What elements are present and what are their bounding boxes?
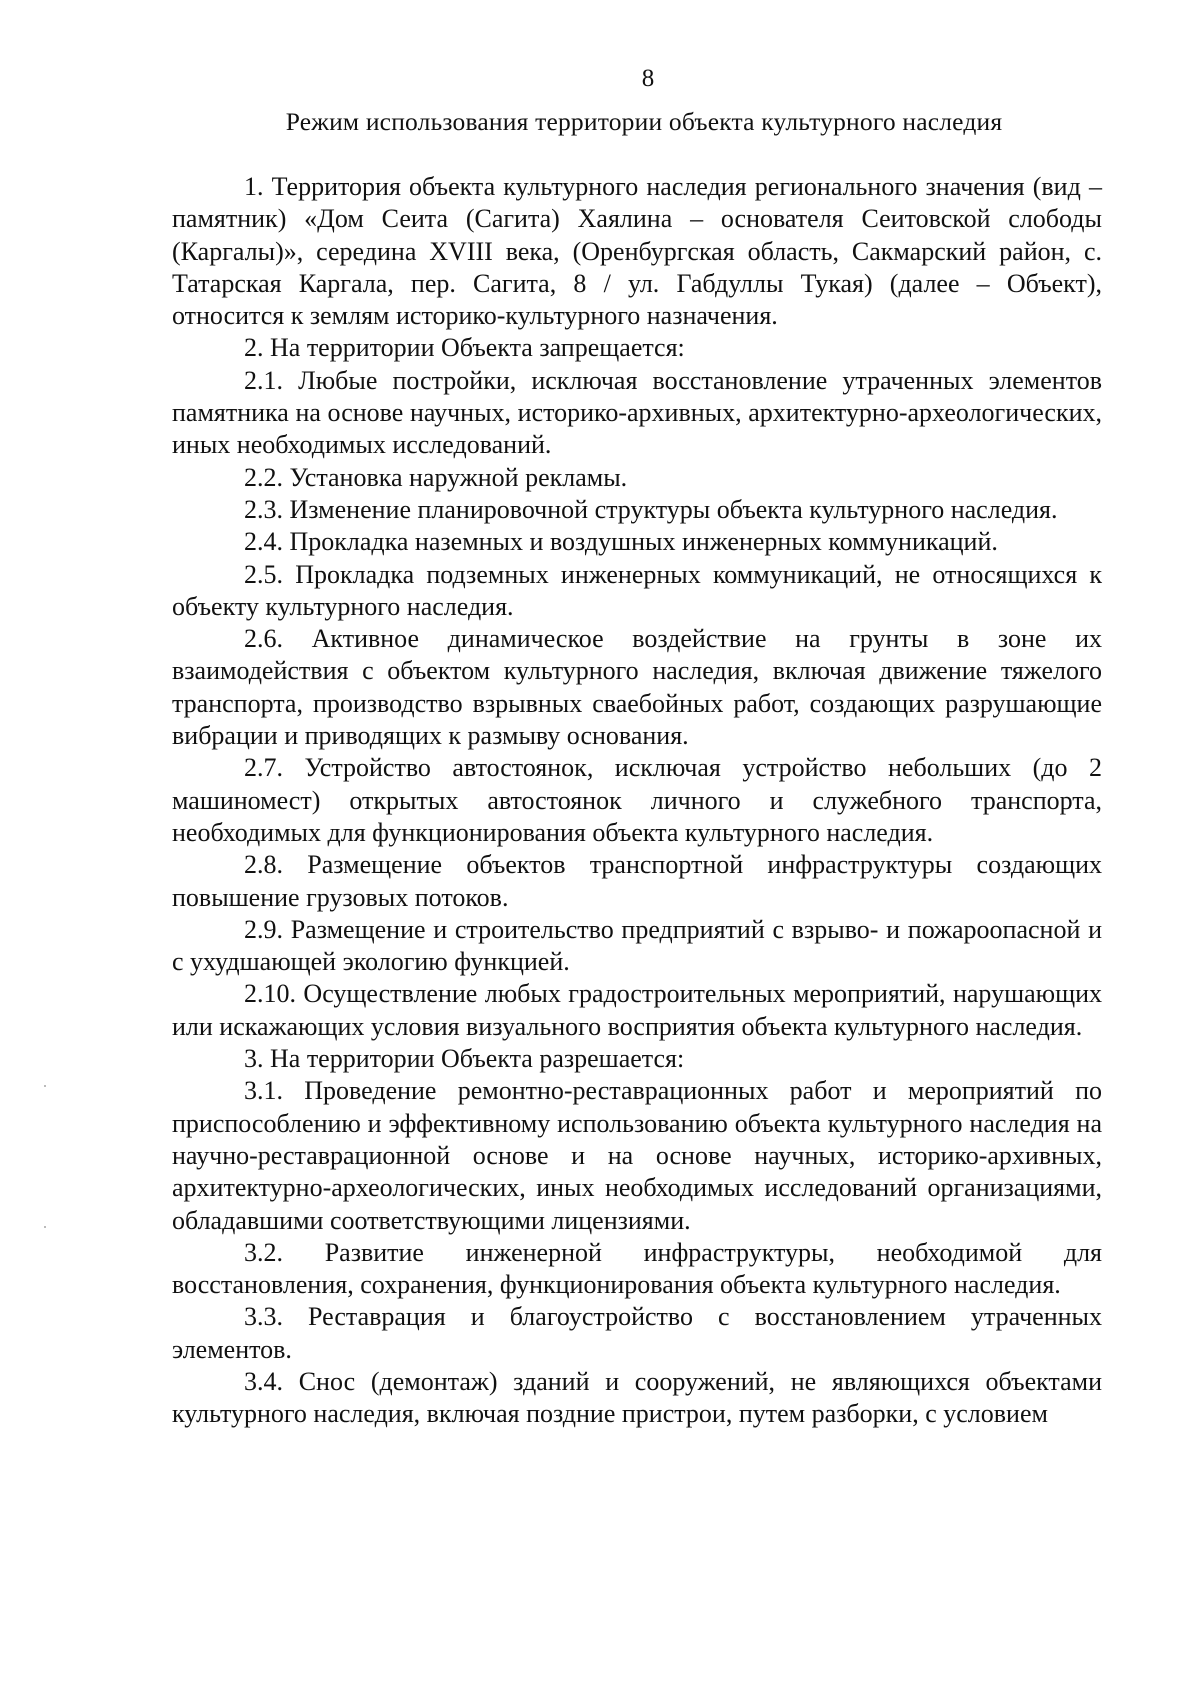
paragraph-2-4: 2.4. Прокладка наземных и воздушных инженерных коммуникаций.	[244, 527, 998, 557]
paragraph-3-4: 3.4. Снос (демонтаж) зданий и сооружений, не являющихся объектами культурного наследия, включая поздние пристрои, путем разборки, с условием	[172, 1366, 1102, 1429]
paragraph-2-6: 2.6. Активное динамическое воздействие на грунты в зоне их взаимодействия с объектом культурного наследия, включая движение тяжелого транспорта, производство взрывных сваебойных работ, создающих разрушающие вибрации и приводящих к размыву основания.	[172, 624, 1102, 751]
paragraph-2-1: 2.1. Любые постройки, исключая восстановление утраченных элементов памятника на основе научных, историко-архивных, архитектурно-археологических, иных необходимых исследований.	[172, 365, 1102, 460]
document-body	[172, 171, 1102, 1431]
paragraph-2: 2. На территории Объекта запрещается:	[244, 333, 685, 363]
paragraph-3-1: 3.1. Проведение ремонтно-реставрационных работ и мероприятий по приспособлению и эффективному использованию объекта культурного наследия на научно-реставрационной основе и на основе научных, историко-архивных, архитектурно-археологических, иных необходимых исследований организациями, обладавшими соответствующими лицензиями.	[172, 1076, 1102, 1235]
paragraph-3: 3. На территории Объекта разрешается:	[244, 1044, 685, 1074]
paragraph-1: 1. Территория объекта культурного наследия регионального значения (вид – памятник) «Дом Сеита (Сагита) Хаялина – основателя Сеитовской слободы (Каргалы)», середина XVIII века, (Оренбургская область, Сакмарский район, с. Татарская Каргала, пер. Сагита, 8 / ул. Габдуллы Тукая) (далее – Объект), относится к землям историко-культурного назначения.	[172, 172, 1102, 331]
paragraph-2-10: 2.10. Осуществление любых градостроительных мероприятий, нарушающих или искажающих условия визуального восприятия объекта культурного наследия.	[172, 979, 1102, 1041]
scan-speck	[44, 1226, 46, 1228]
paragraph-3-2: 3.2. Развитие инженерной инфраструктуры, необходимой для восстановления, сохранения, функционирования объекта культурного наследия.	[172, 1237, 1102, 1300]
scan-speck	[44, 1085, 46, 1087]
document-title: Режим использования территории объекта культурного наследия	[285, 107, 1003, 136]
paragraph-2-5: 2.5. Прокладка подземных инженерных коммуникаций, не относящихся к объекту культурного наследия.	[172, 559, 1102, 621]
paragraph-3-3: 3.3. Реставрация и благоустройство с восстановлением утраченных элементов.	[172, 1302, 1102, 1364]
page-number: 8	[641, 65, 655, 92]
paragraph-2-8: 2.8. Размещение объектов транспортной инфраструктуры создающих повышение грузовых потоков.	[172, 850, 1102, 912]
paragraph-2-2: 2.2. Установка наружной рекламы.	[244, 462, 628, 492]
paragraph-2-3: 2.3. Изменение планировочной структуры объекта культурного наследия.	[244, 494, 1058, 524]
paragraph-2-7: 2.7. Устройство автостоянок, исключая устройство небольших (до 2 машиномест) открытых автостоянок личного и служебного транспорта, необходимых для функционирования объекта культурного наследия.	[172, 753, 1102, 847]
paragraph-2-9: 2.9. Размещение и строительство предприятий с взрыво- и пожароопасной и с ухудшающей экологию функцией.	[172, 914, 1102, 977]
